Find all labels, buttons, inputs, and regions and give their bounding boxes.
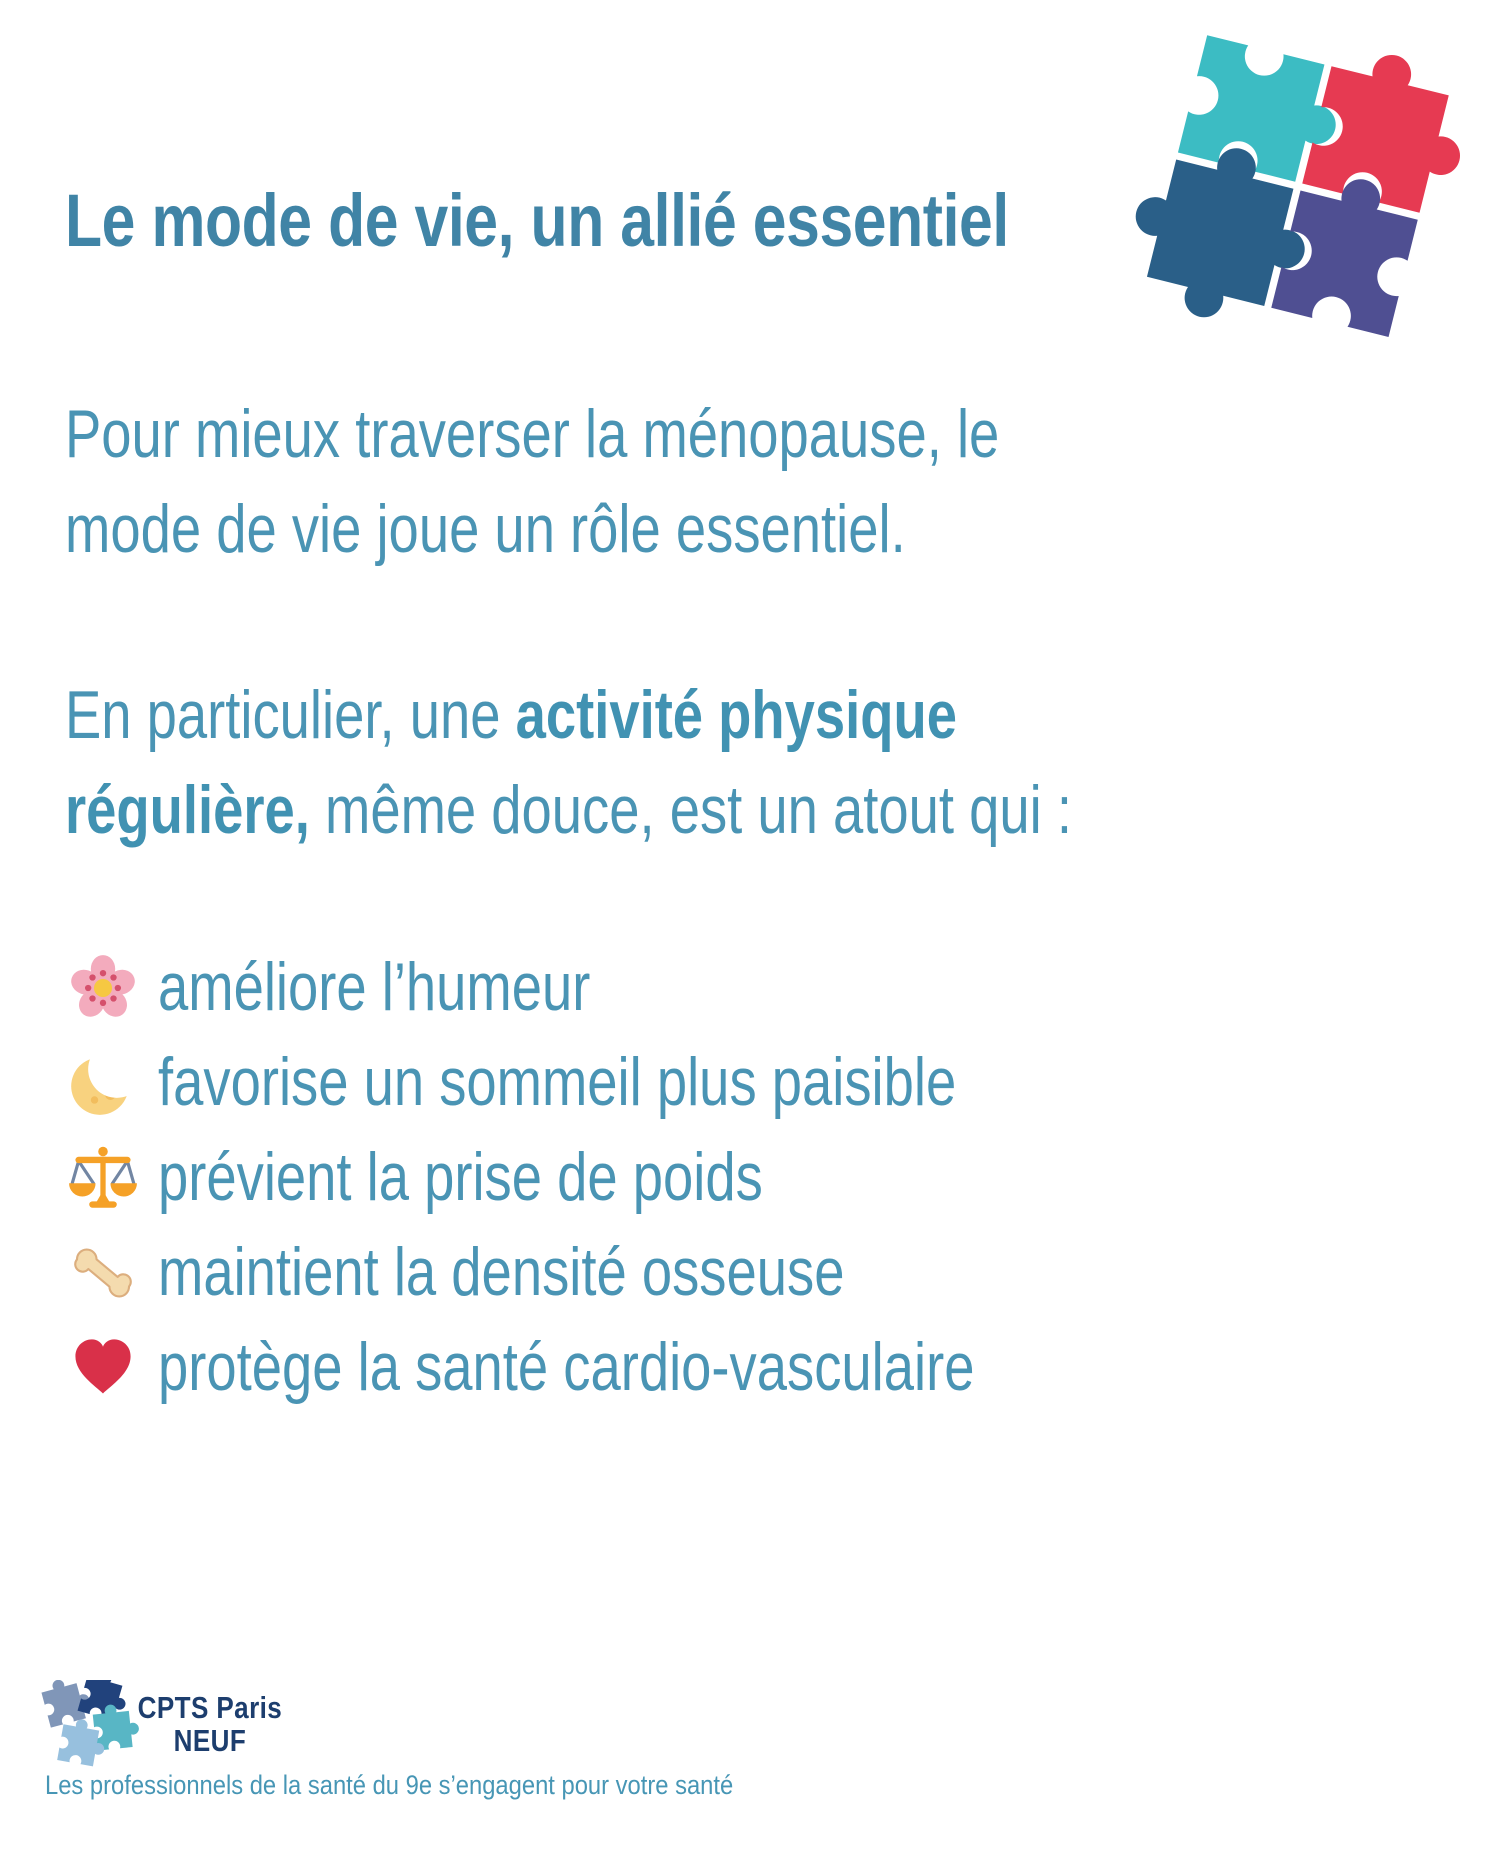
benefit-text: favorise un sommeil plus paisible: [158, 1044, 957, 1120]
crescent-moon-icon: [68, 1048, 138, 1118]
puzzle-pieces-icon: [1118, 8, 1483, 373]
cpts-logo-line-1: CPTS Paris: [137, 1690, 283, 1725]
list-item: [68, 1035, 1179, 1130]
intro-line-2: mode de vie joue un rôle essentiel.: [65, 491, 906, 567]
cherry-blossom-icon: [68, 953, 138, 1023]
list-item: [68, 1130, 1179, 1225]
cpts-puzzle-logo-icon: [40, 1680, 140, 1778]
emphasis-segment-2: même douce, est un atout qui :: [325, 772, 1072, 848]
intro-line-1: Pour mieux traverser la ménopause, le: [65, 396, 1000, 472]
benefit-text: maintient la densité osseuse: [158, 1234, 845, 1310]
benefit-text: améliore l’humeur: [158, 949, 591, 1025]
balance-scale-icon: [68, 1143, 138, 1213]
benefit-text: prévient la prise de poids: [158, 1139, 763, 1215]
footer-tagline: Les professionnels de la santé du 9e s’engagent pour votre santé: [45, 1770, 734, 1800]
cpts-logo-wordmark: [128, 1691, 292, 1757]
list-item: [68, 940, 1179, 1035]
red-heart-icon: [68, 1333, 138, 1403]
intro-paragraph: [65, 387, 999, 577]
emphasis-segment-1: En particulier, une: [65, 677, 516, 753]
emphasis-bold-line-2: régulière,: [65, 772, 326, 848]
benefit-text: protège la santé cardio-vasculaire: [158, 1329, 975, 1405]
benefits-list: [68, 940, 1179, 1415]
page-title: Le mode de vie, un allié essentiel: [65, 179, 1009, 262]
list-item: [68, 1320, 1179, 1415]
list-item: [68, 1225, 1179, 1320]
cpts-logo-line-2: NEUF: [173, 1723, 247, 1758]
emphasis-paragraph: [65, 668, 1072, 858]
bone-icon: [68, 1238, 138, 1308]
emphasis-bold-line-1: activité physique: [515, 677, 957, 753]
